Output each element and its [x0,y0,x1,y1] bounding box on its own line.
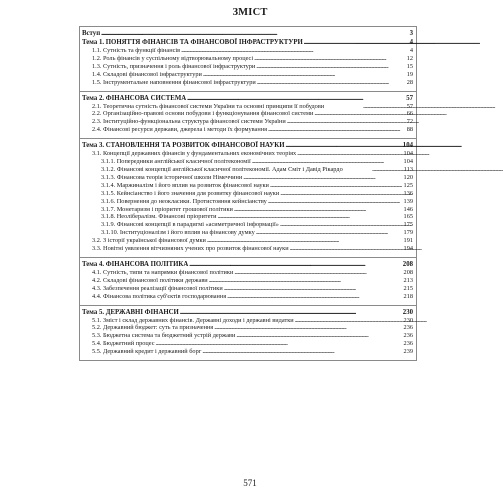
toc-entry [80,71,416,79]
toc-entry-label: 5.4. Бюджетний процес [92,340,155,348]
dot-leader [217,213,402,221]
toc-entry-page: 230 [402,308,413,316]
toc-entry-label: 2.1. Теоретична сутність фінансової системи України та основні принципи її побудови [92,102,325,110]
toc-entry [80,190,416,198]
toc-entry [80,206,416,214]
toc-entry-label: 3.1.4. Маржиналізм і його вплив на розвиток фінансової науки [101,181,269,189]
toc-section [80,139,416,258]
toc-entry-page: 3 [409,30,413,37]
dot-leader [363,103,406,111]
toc-section [80,258,416,306]
dot-leader [214,324,402,332]
toc-entry-label: 3.1. Концепції державних фінансів у фундаментальних економічних теоріях [92,150,297,158]
toc-entry [80,55,416,63]
toc-entry-label: 3.1.9. Фінансові концепції в парадигмі «асиметричної інформації» [101,221,279,229]
toc-heading [80,308,416,317]
toc-entry-page: 104 [402,142,413,150]
toc-entry-label: 1.3. Сутність, призначення і роль фінансової інфраструктури [92,62,256,70]
toc-entry-label: 2.4. Фінансові ресурси держави, джерела і методи їх формування [92,126,267,134]
toc-entry-label: 5.2. Державний бюджет: суть та призначення [92,324,214,332]
dot-leader [203,71,406,79]
toc-entry-label: Вступ [82,30,101,37]
dot-leader [257,79,406,87]
toc-entry-label: 1.2. Роль фінансів у суспільному відтворювальному процесі [92,54,254,62]
toc-entry-page: 179 [403,229,413,237]
toc-entry-label: 1.5. Інструментальне наповнення фінансової інфраструктури [92,78,256,86]
dot-leader [372,166,403,174]
page-number: 571 [243,478,257,488]
toc-entry-label: 2.2. Організаційно-правові основи побудови і функціонування фінансової системи [92,110,314,118]
toc-entry-label: Тема 2. ФІНАНСОВА СИСТЕМА [82,94,187,102]
dot-leader [268,198,403,206]
toc-entry-label: 2.3. Інституційно-функціональна структура фінансової системи України [92,118,286,126]
toc-entry-label: 4.4. Фінансова політика суб'єктів господарювання [92,292,227,300]
toc-entry-label: 1.1. Сутність та функції фінансів [92,47,181,54]
toc-heading [80,38,416,47]
toc-entry-page: 104 [403,150,413,158]
toc-heading [80,29,416,38]
toc-entry [80,47,416,55]
toc-entry-page: 213 [403,276,413,284]
dot-leader [180,308,402,317]
toc-entry-label: 1.4. Складові фінансової інфраструктури [92,70,202,78]
toc-entry-page: 146 [403,205,413,213]
toc-entry [80,245,416,253]
dot-leader [181,47,409,55]
toc-entry-label: 3.1.1. Попередники англійської класичної політекономії [101,158,251,166]
dot-leader [280,221,403,229]
toc-entry-page: 139 [403,197,413,205]
dot-leader [236,332,402,340]
toc-entry [80,166,416,174]
toc-entry [80,317,416,325]
toc-entry [80,79,416,87]
dot-leader [209,277,403,285]
dot-leader [256,229,403,237]
toc-entry [80,221,416,229]
toc-heading [80,260,416,269]
toc-entry [80,332,416,340]
toc-heading [80,94,416,103]
toc-entry [80,269,416,277]
toc-entry [80,150,416,158]
toc-entry-page: 236 [403,332,413,340]
dot-leader [314,110,405,118]
toc-entry [80,118,416,126]
toc-entry-label: Тема 1. ПОНЯТТЯ ФІНАНСІВ ТА ФІНАНСОВОЇ ІНФРАСТРУКТУРИ [82,39,303,46]
toc-entry [80,237,416,245]
toc-entry-page: 165 [403,213,413,221]
toc-entry-page: 215 [403,284,413,292]
dot-leader [286,141,402,150]
toc-entry-label: 3.1.7. Монетаризм і пріоритет грошової політики [101,205,233,213]
dot-leader [254,55,406,63]
toc-entry-label: 3.1.10. Інституціоналізм і його вплив на фінансову думку [101,229,255,237]
dot-leader [270,182,403,190]
toc-entry-page: 4 [409,47,413,54]
toc-entry-label: 3.1.5. Кейнсіанство і його значення для розвитку фінансової науки [101,189,280,197]
dot-leader [101,29,408,38]
page-title: ЗМІСТ [232,7,268,18]
toc-entry [80,182,416,190]
toc-entry-label: 4.1. Сутність, типи та напрямки фінансової політики [92,268,234,276]
dot-leader [280,190,402,198]
toc-entry-page: 88 [406,126,413,134]
dot-leader [297,150,402,158]
toc-entry-page: 15 [406,62,413,70]
dot-leader [234,206,403,214]
toc-entry-page: 194 [403,245,413,253]
toc-entry [80,285,416,293]
toc-entry [80,340,416,348]
toc-entry-label: 3.2. З історії української фінансової думки [92,237,206,245]
toc-entry-page: 12 [406,54,413,62]
toc-entry [80,110,416,118]
toc-entry [80,158,416,166]
toc-entry-page: 4 [409,39,413,46]
toc-entry [80,126,416,134]
toc-entry-label: 5.1. Зміст і склад державних фінансів. Державні доходи і державні видатки [92,316,294,324]
toc-entry-label: 3.1.3. Фінансова теорія історичної школи Німеччини [101,173,243,181]
toc-entry-label: 4.2. Складові фінансової політики держави [92,276,208,284]
toc-entry-page: 57 [406,94,413,102]
toc-entry-page: 19 [406,70,413,78]
toc-entry [80,198,416,206]
toc-entry-page: 208 [402,260,413,268]
dot-leader [252,158,403,166]
toc-entry-page: 175 [403,221,413,229]
dot-leader [243,174,402,182]
toc-entry [80,277,416,285]
dot-leader [290,245,403,253]
toc-entry-page: 218 [403,292,413,300]
toc-entry-label: 5.5. Державний кредит і державний борг [92,348,202,356]
toc-entry-page: 136 [403,189,413,197]
toc-entry-page: 72 [406,118,413,126]
toc-entry [80,174,416,182]
toc-entry-page: 113 [403,165,413,173]
toc-section [80,306,416,361]
toc-section [80,92,416,140]
toc-entry-page: 208 [403,268,413,276]
dot-leader [287,118,406,126]
toc-entry-page: 236 [403,324,413,332]
toc-entry-label: 4.3. Забезпечення реалізації фінансової політики [92,284,223,292]
toc-entry-page: 239 [403,348,413,356]
toc-entry-page: 66 [406,110,413,118]
toc-entry-page: 230 [403,316,413,324]
dot-leader [268,126,406,134]
toc-entry-label: 3.1.6. Повернення до неокласики. Протистояння кейнсіанству [101,197,267,205]
dot-leader [224,285,403,293]
dot-leader [256,63,405,71]
dot-leader [304,38,409,47]
toc-entry-page: 236 [403,340,413,348]
toc-entry [80,229,416,237]
dot-leader [295,317,403,325]
toc-entry [80,324,416,332]
toc-entry [80,293,416,301]
toc-entry-page: 57 [406,102,413,110]
dot-leader [227,293,402,301]
dot-leader [189,260,402,269]
dot-leader [156,340,403,348]
toc-entry-label: 3.3. Новітні уявлення вітчизняних учених про розвиток фінансової науки [92,245,289,253]
toc-entry-label: Тема 5. ДЕРЖАВНІ ФІНАНСИ [82,308,179,316]
dot-leader [207,237,403,245]
toc-entry-page: 191 [403,237,413,245]
dot-leader [187,94,405,103]
toc-entry-page: 104 [403,158,413,166]
toc-entry [80,348,416,356]
toc-heading [80,141,416,150]
table-of-contents [79,26,417,361]
dot-leader [234,269,402,277]
dot-leader [202,348,402,356]
toc-entry-page: 120 [403,173,413,181]
toc-entry-label: Тема 3. СТАНОВЛЕННЯ ТА РОЗВИТОК ФІНАНСОВОЇ НАУКИ [82,142,285,150]
toc-entry [80,213,416,221]
toc-section [80,27,416,92]
toc-entry-label: 5.3. Бюджетна система та бюджетний устрій держави [92,332,236,340]
toc-entry-label: Тема 4. ФІНАНСОВА ПОЛІТИКА [82,260,189,268]
toc-entry [80,103,416,111]
toc-entry [80,63,416,71]
toc-entry-page: 28 [406,78,413,86]
toc-entry-page: 125 [403,181,413,189]
toc-entry-label: 3.1.8. Неолібералізм. Фінансові пріоритети [101,213,217,221]
toc-entry-label: 3.1.2. Фінансові концепції англійської класичної політекономії. Адам Сміт і Давід Рікардо [101,165,343,173]
